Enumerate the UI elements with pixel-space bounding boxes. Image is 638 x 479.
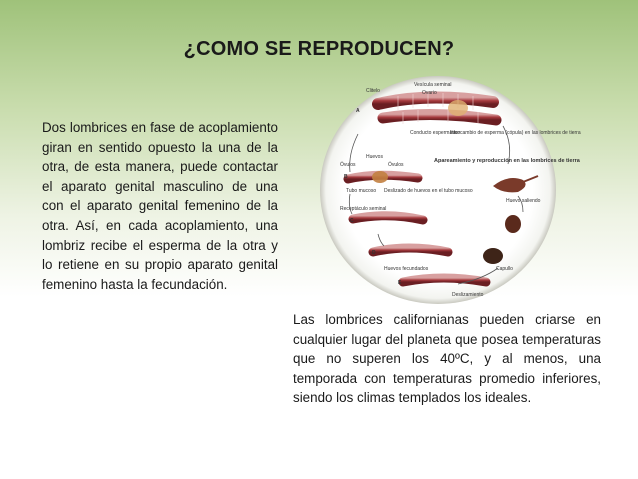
label-diagram-title: Apareamiento y reproducción en las lombrices de tierra	[434, 158, 580, 164]
label-ovario: Ovario	[422, 90, 437, 96]
label-conducto: Conducto espermático	[410, 130, 461, 136]
label-letter-a: A	[356, 108, 360, 114]
label-ovulos-2: Óvulos	[388, 162, 404, 168]
label-letter-e: E	[398, 280, 402, 286]
label-seminal: Vesícula seminal	[414, 82, 452, 88]
label-huevo-saliendo: Huevo saliendo	[506, 198, 541, 204]
label-clitelo: Clitelo	[366, 88, 380, 94]
label-letter-b: B	[344, 174, 348, 180]
label-letter-d: D	[372, 250, 376, 256]
label-deslizado: Deslizado de huevos en el tubo mucoso	[384, 188, 473, 194]
label-letter-c: C	[350, 218, 354, 224]
worm-lower-1	[353, 216, 423, 220]
label-huevos-fecundados: Huevos fecundados	[384, 266, 429, 272]
reproduction-diagram	[318, 74, 581, 306]
label-desliza: Deslizamiento	[452, 292, 484, 298]
label-huevos: Huevos	[366, 154, 383, 160]
right-paragraph: Las lombrices californianas pueden criarse en cualquier lugar del planeta que posea temperaturas que no superen los 40ºC, y al menos, una temporada con temperaturas promedio inferiores, siendo los climas templados los ideales.	[293, 312, 601, 406]
label-receptaculo: Receptáculo seminal	[340, 206, 387, 212]
worm-lower-2	[373, 248, 448, 252]
label-intercambio: Intercambio de esperma (cópula) en las lombrices de tierra	[450, 130, 581, 136]
reproduction-diagram-svg	[318, 74, 581, 306]
label-ovulos: Óvulos	[340, 162, 356, 168]
left-paragraph: Dos lombrices en fase de acoplamiento giran en sentido opuesto la una de la otra, de esta manera, puede contactar el aparato genital masculino de una con el aparato genital femenino de la otra. Así, en cada acoplamiento, una lombriz recibe el esperma de la otra y lo retiene en su propio aparato genital femenino hasta la fecundación.	[42, 120, 278, 292]
slide-title: ¿COMO SE REPRODUCEN?	[183, 38, 455, 60]
label-capullo: Capullo	[496, 266, 513, 272]
label-tubo: Tubo mucoso	[346, 188, 377, 194]
